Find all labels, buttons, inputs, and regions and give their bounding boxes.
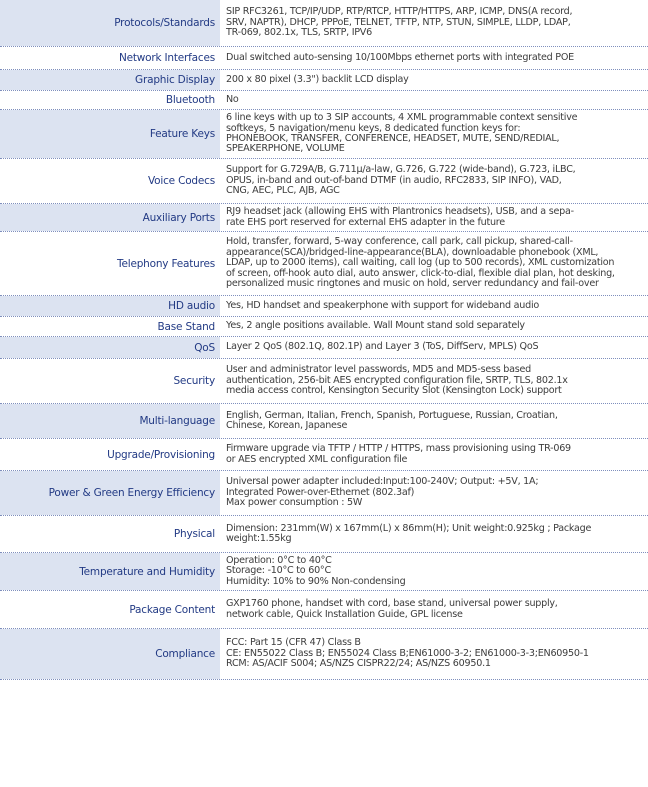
spec-value-line: FCC: Part 15 (CFR 47) Class B (226, 637, 361, 649)
spec-value-line: SRV, NAPTR), DHCP, PPPoE, TELNET, TFTP, NTP, STUN, SIMPLE, LLDP, LDAP, (226, 16, 571, 28)
spec-label: Network Interfaces (118, 52, 215, 64)
spec-value-line: Humidity: 10% to 90% Non-condensing (226, 575, 406, 587)
spec-value (220, 0, 648, 46)
spec-value (220, 471, 648, 515)
spec-value-line: GXP1760 phone, handset with cord, base stand, universal power supply, (226, 598, 558, 610)
spec-value-line: rate EHS port reserved for external EHS adapter in the future (226, 216, 505, 228)
spec-row (0, 337, 648, 359)
spec-value-line: CNG, AEC, PLC, AJB, AGC (226, 185, 340, 197)
spec-value-line: TR-069, 802.1x, TLS, SRTP, IPV6 (226, 27, 372, 39)
spec-value-line: personalized music ringtones and music on hold, server redundancy and fail-over (226, 278, 599, 290)
spec-value-line: weight:1.55kg (226, 533, 292, 544)
spec-value-line: No (226, 93, 239, 105)
spec-value-line: CE: EN55022 Class B; EN55024 Class B;EN61000-3-2; EN61000-3-3;EN60950-1 (226, 647, 589, 659)
spec-value (220, 629, 648, 679)
spec-label: QoS (0, 337, 220, 358)
spec-value-line: Yes, HD handset and speakerphone with support for wideband audio (226, 299, 539, 311)
spec-value-line: SIP RFC3261, TCP/IP/UDP, RTP/RTCP, HTTP/HTTPS, ARP, ICMP, DNS(A record, (226, 6, 573, 18)
spec-row (0, 0, 648, 47)
spec-row (0, 70, 648, 91)
spec-value (220, 591, 648, 628)
spec-row (0, 110, 648, 159)
spec-row (0, 317, 648, 337)
spec-row (0, 159, 648, 204)
spec-value-line: English, German, Italian, French, Spanish, Portuguese, Russian, Croatian, (226, 409, 558, 421)
spec-label: Graphic Display (0, 70, 220, 90)
spec-value-line: LDAP, up to 2000 items), call waiting, call log (up to 500 records), XML customization (226, 257, 615, 269)
spec-label: Compliance (0, 629, 220, 679)
spec-value (220, 47, 648, 69)
spec-value (220, 439, 648, 470)
spec-row (0, 91, 648, 110)
spec-value-line: 200 x 80 pixel (3.3") backlit LCD display (226, 73, 409, 85)
spec-label: HD audio (0, 296, 220, 316)
spec-label: Auxiliary Ports (0, 204, 220, 231)
spec-value (220, 91, 648, 109)
spec-row (0, 232, 648, 296)
spec-label: Security (173, 375, 215, 387)
spec-value (220, 159, 648, 203)
spec-value (220, 553, 648, 590)
spec-value-line: network cable, Quick Installation Guide, GPL license (226, 608, 463, 620)
spec-row (0, 591, 648, 629)
spec-value (220, 404, 648, 438)
spec-label: Temperature and Humidity (0, 553, 220, 590)
spec-value (220, 516, 648, 552)
spec-value-line: appearance(SCA)/bridged-line-appearance(BLA), downloadable phonebook (XML, (226, 246, 599, 258)
spec-label: Voice Codecs (147, 175, 215, 187)
spec-row (0, 404, 648, 439)
spec-value-line: Yes, 2 angle positions available. Wall Mount stand sold separately (226, 320, 525, 332)
spec-label: Upgrade/Provisioning (107, 448, 215, 461)
spec-row (0, 629, 648, 680)
spec-value-line: RCM: AS/ACIF S004; AS/NZS CISPR22/24; AS/NZS 60950.1 (226, 658, 491, 670)
spec-value-line: Dual switched auto-sensing 10/100Mbps ethernet ports with integrated POE (226, 51, 574, 63)
spec-value-line: RJ9 headset jack (allowing EHS with Plantronics headsets), USB, and a sepa- (226, 206, 574, 218)
spec-row (0, 516, 648, 553)
spec-value (220, 317, 648, 336)
spec-row (0, 204, 648, 232)
spec-label: Multi-language (0, 404, 220, 438)
spec-label: Feature Keys (0, 110, 220, 158)
spec-value-line: Integrated Power-over-Ethernet (802.3af) (226, 486, 415, 498)
spec-value-line: Support for G.729A/B, G.711µ/a-law, G.726, G.722 (wide-band), G.723, iLBC, (226, 164, 576, 176)
spec-value-line: Operation: 0°C to 40°C (226, 554, 332, 566)
spec-value (220, 110, 648, 158)
spec-label: Protocols/Standards (0, 0, 220, 46)
spec-value (220, 232, 648, 295)
spec-value-line: authentication, 256-bit AES encrypted configuration file, SRTP, TLS, 802.1x (226, 374, 568, 386)
spec-label: Physical (173, 528, 215, 540)
spec-value (220, 296, 648, 316)
spec-value-line: Max power consumption : 5W (226, 497, 363, 509)
spec-label: Package Content (129, 603, 215, 616)
spec-value-line: Chinese, Korean, Japanese (226, 420, 348, 431)
spec-value-line: Hold, transfer, forward, 5-way conference, call park, call pickup, shared-call- (226, 236, 573, 248)
spec-label: Base Stand (157, 320, 215, 333)
spec-label: Bluetooth (165, 94, 215, 106)
spec-value-line: or AES encrypted XML configuration file (226, 453, 408, 465)
spec-row (0, 471, 648, 516)
spec-row (0, 359, 648, 404)
spec-value-line: of screen, off-hook auto dial, auto answer, click-to-dial, flexible dial plan, hot desking, (226, 267, 615, 279)
spec-label: Telephony Features (117, 257, 215, 270)
spec-row (0, 47, 648, 70)
spec-value (220, 359, 648, 403)
spec-value-line: softkeys, 5 navigation/menu keys, 8 dedicated function keys for: (226, 122, 521, 134)
spec-value-line: PHONEBOOK, TRANSFER, CONFERENCE, HEADSET, MUTE, SEND/REDIAL, (226, 133, 560, 144)
spec-value-line: Universal power adapter included:Input:100-240V; Output: +5V, 1A; (226, 476, 539, 488)
spec-row (0, 439, 648, 471)
spec-row (0, 296, 648, 317)
spec-value (220, 204, 648, 231)
spec-value-line: 6 line keys with up to 3 SIP accounts, 4 XML programmable context sensitive (226, 112, 578, 124)
spec-value-line: Layer 2 QoS (802.1Q, 802.1P) and Layer 3 (ToS, DiffServ, MPLS) QoS (226, 341, 539, 353)
spec-value (220, 70, 648, 90)
spec-value (220, 337, 648, 358)
spec-value-line: SPEAKERPHONE, VOLUME (226, 143, 345, 155)
spec-value-line: OPUS, in-band and out-of-band DTMF (in audio, RFC2833, SIP INFO), VAD, (226, 174, 562, 186)
spec-value-line: Storage: -10°C to 60°C (226, 565, 331, 577)
spec-value-line: Firmware upgrade via TFTP / HTTP / HTTPS, mass provisioning using TR-069 (226, 443, 571, 455)
spec-row (0, 553, 648, 591)
spec-label: Power & Green Energy Efficiency (0, 471, 220, 515)
spec-value-line: media access control, Kensington Security Slot (Kensington Lock) support (226, 385, 562, 397)
spec-value-line: Dimension: 231mm(W) x 167mm(L) x 86mm(H); Unit weight:0.925kg ; Package (226, 522, 592, 534)
spec-value-line: User and administrator level passwords, MD5 and MD5-sess based (226, 364, 532, 376)
